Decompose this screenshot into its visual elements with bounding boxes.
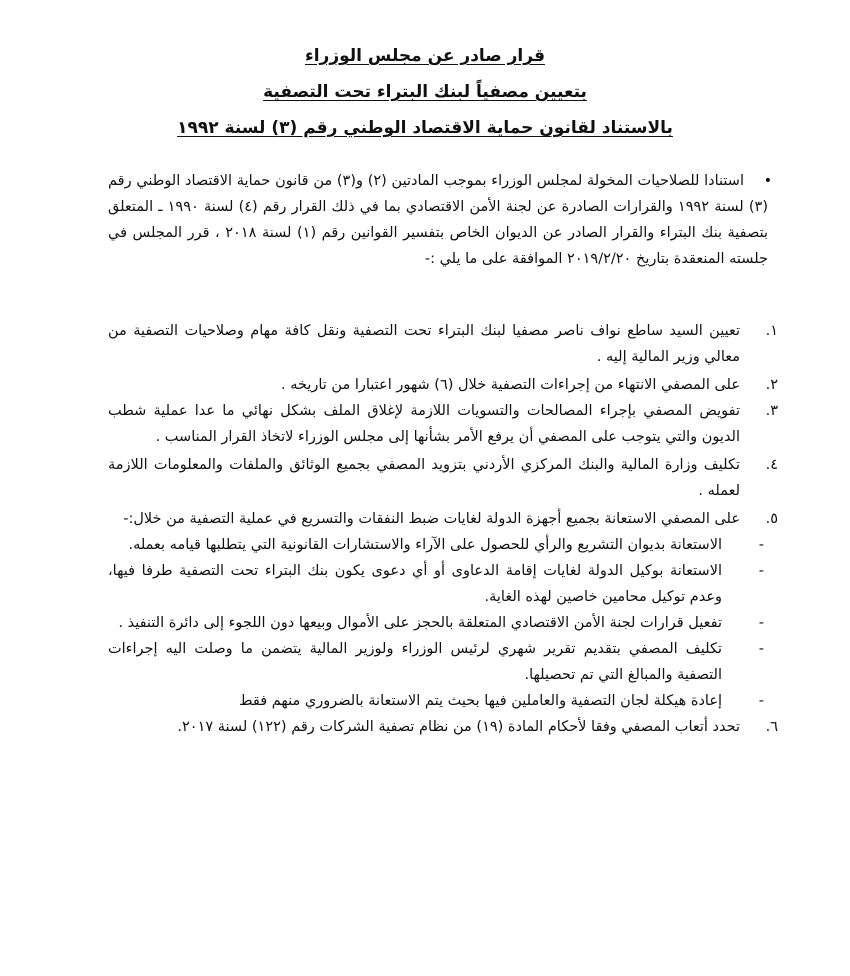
decision-item-5-subitems: [108, 532, 778, 714]
decision-items: [108, 318, 778, 740]
item-number: ٢.: [765, 377, 778, 393]
item-text: على المصفي الاستعانة بجميع أجهزة الدولة لغايات ضبط النفقات والتسريع في عملية التصفية من خلال:-: [123, 511, 740, 527]
item-text: تفويض المصفي بإجراء المصالحات والتسويات اللازمة لإغلاق الملف بشكل نهائي ما عدا عملية شطب الديون والتي يتوجب على المصفي أن يرفع الأمر بشأنها إلى مجلس الوزراء لاتخاذ القرار المناسب .: [108, 403, 740, 445]
dash-marker: -: [758, 693, 764, 709]
dash-marker: -: [758, 563, 764, 579]
document-title: قرار صادر عن مجلس الوزراء: [305, 46, 545, 66]
sub-item: [108, 688, 778, 714]
sub-item-text: الاستعانة بديوان التشريع والرأي للحصول على الآراء والاستشارات القانونية التي يتطلبها قيامه بعمله.: [128, 537, 722, 553]
sub-item: [108, 610, 778, 636]
item-number: ٤.: [765, 457, 778, 473]
decision-item-4: [108, 452, 778, 504]
preamble-paragraph: [108, 168, 772, 272]
item-text: تعيين السيد ساطع نواف ناصر مصفيا لبنك البتراء تحت التصفية ونقل كافة مهام وصلاحيات التصفية من معالي وزير المالية إليه .: [108, 323, 740, 365]
decision-item-5: [108, 506, 778, 532]
sub-item-text: تكليف المصفي بتقديم تقرير شهري لرئيس الوزراء ولوزير المالية يتضمن ما وصلت اليه إجراءات التصفية والمبالغ التي تم تحصيلها.: [108, 641, 722, 683]
sub-item-text: تفعيل قرارات لجنة الأمن الاقتصادي المتعلقة بالحجز على الأموال وبيعها دون اللجوء إلى دائرة التنفيذ .: [118, 615, 722, 631]
document-headings: [120, 38, 730, 146]
item-number: ٣.: [765, 403, 778, 419]
sub-item: [108, 532, 778, 558]
document-legal-basis: بالاستناد لقانون حماية الاقتصاد الوطني رقم (٣) لسنة ١٩٩٢: [177, 118, 673, 138]
item-text: تحدد أتعاب المصفي وفقا لأحكام المادة (١٩) من نظام تصفية الشركات رقم (١٢٢) لسنة ٢٠١٧.: [177, 719, 740, 735]
dash-marker: -: [758, 537, 764, 553]
decision-item-1: [108, 318, 778, 370]
item-text: تكليف وزارة المالية والبنك المركزي الأردني بتزويد المصفي بجميع الوثائق والملفات والمعلومات اللازمة لعمله .: [108, 457, 740, 499]
item-number: ٦.: [765, 719, 778, 735]
decision-item-6: [108, 714, 778, 740]
sub-item-text: الاستعانة بوكيل الدولة لغايات إقامة الدعاوى أو أي دعوى يكون بنك البتراء تحت التصفية طرفا فيها، وعدم توكيل محامين خاصين لهذه الغاية.: [108, 563, 722, 605]
item-number: ١.: [765, 323, 778, 339]
dash-marker: -: [758, 641, 764, 657]
item-text: على المصفي الانتهاء من إجراءات التصفية خلال (٦) شهور اعتبارا من تاريخه .: [280, 377, 740, 393]
dash-marker: -: [758, 615, 764, 631]
decision-item-2: [108, 372, 778, 398]
bullet-icon: •: [763, 173, 772, 189]
sub-item-text: إعادة هيكلة لجان التصفية والعاملين فيها بحيث يتم الاستعانة بالضروري منهم فقط: [239, 693, 722, 709]
sub-item: [108, 558, 778, 610]
sub-item: [108, 636, 778, 688]
document-subtitle: بتعيين مصفياً لبنك البتراء تحت التصفية: [263, 82, 587, 102]
decision-item-3: [108, 398, 778, 450]
item-number: ٥.: [765, 511, 778, 527]
preamble-text: استنادا للصلاحيات المخولة لمجلس الوزراء بموجب المادتين (٢) و(٣) من قانون حماية الاقتصاد الوطني رقم (٣) لسنة ١٩٩٢ والقرارات الصادرة عن لجنة الأمن الاقتصادي بما في ذلك القرار رقم (٤) لسنة ١٩٩٠ ـ المتعلق بتصفية بنك البتراء والقرار الصادر عن الديوان الخاص بتفسير القوانين رقم (١) لسنة ٢٠١٨ ، قرر المجلس في جلسته المنعقدة بتاريخ ٢٠١٩/٢/٢٠ الموافقة على ما يلي :-: [108, 173, 769, 267]
